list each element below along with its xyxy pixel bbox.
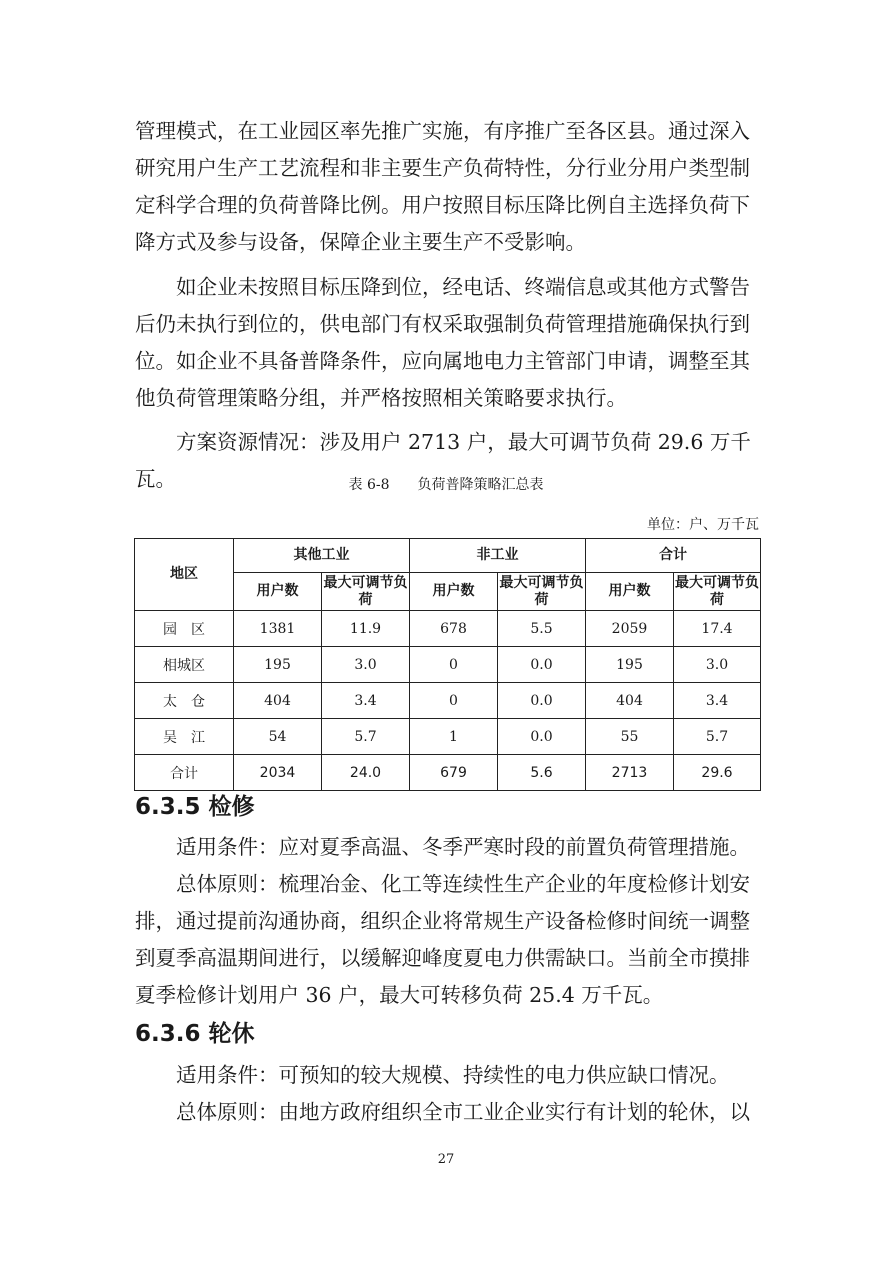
table-cell: 5.5 <box>498 611 586 647</box>
table-cell: 2713 <box>586 755 674 791</box>
table-cell: 404 <box>234 683 322 719</box>
paragraph-maintenance-principles: 总体原则：梳理冶金、化工等连续性生产企业的年度检修计划安排，通过提前沟通协商，组织企业将常规生产设备检修时间统一调整到夏季高温期间进行，以缓解迎峰度夏电力供需缺口。当前全市摸排夏季检修计划用户 36 户，最大可转移负荷 25.4 万千瓦。 <box>135 872 750 1007</box>
table-cell: 5.7 <box>322 719 410 755</box>
table-cell: 0.0 <box>498 719 586 755</box>
region-cell: 相城区 <box>135 647 234 683</box>
table-cell: 3.0 <box>322 647 410 683</box>
table-cell: 0.0 <box>498 647 586 683</box>
group-header-total: 合计 <box>586 539 761 573</box>
subheader-user-count: 用户数 <box>410 573 498 611</box>
paragraph-resources: 方案资源情况：涉及用户 2713 户，最大可调节负荷 29.6 万千瓦。 <box>135 430 751 491</box>
table-cell: 195 <box>234 647 322 683</box>
table-cell: 1 <box>410 719 498 755</box>
table-row <box>135 683 761 719</box>
subheader-user-count: 用户数 <box>234 573 322 611</box>
table-cell: 0 <box>410 647 498 683</box>
table-cell: 3.4 <box>322 683 410 719</box>
group-header-other-industry: 其他工业 <box>234 539 410 573</box>
region-cell: 园 区 <box>135 611 234 647</box>
table-cell: 195 <box>586 647 674 683</box>
table-cell: 3.0 <box>674 647 761 683</box>
region-cell: 吴 江 <box>135 719 234 755</box>
page-number: 27 <box>437 1152 455 1167</box>
table-cell: 29.6 <box>674 755 761 791</box>
table-cell: 2034 <box>234 755 322 791</box>
table-cell: 0.0 <box>498 683 586 719</box>
table-caption: 表 6-8 负荷普降策略汇总表 <box>348 477 544 493</box>
paragraph-rotation-conditions: 适用条件：可预知的较大规模、持续性的电力供应缺口情况。 <box>176 1063 730 1087</box>
table-row <box>135 719 761 755</box>
section-heading-rotation: 6.3.6 轮休 <box>135 1021 255 1047</box>
table-cell: 404 <box>586 683 674 719</box>
table-cell: 54 <box>234 719 322 755</box>
paragraph-enforcement: 如企业未按照目标压降到位，经电话、终端信息或其他方式警告后仍未执行到位的，供电部门有权采取强制负荷管理措施确保执行到位。如企业不具备普降条件，应向属地电力主管部门申请，调整至其他负荷管理策略分组，并严格按照相关策略要求执行。 <box>135 275 750 410</box>
table-cell: 24.0 <box>322 755 410 791</box>
subheader-user-count: 用户数 <box>586 573 674 611</box>
group-header-non-industry: 非工业 <box>410 539 586 573</box>
paragraph-rotation-principles: 总体原则：由地方政府组织全市工业企业实行有计划的轮休，以 <box>176 1100 750 1124</box>
load-reduction-summary-table <box>134 538 761 791</box>
table-cell: 55 <box>586 719 674 755</box>
paragraph-intro: 管理模式，在工业园区率先推广实施，有序推广至各区县。通过深入研究用户生产工艺流程和非主要生产负荷特性，分行业分用户类型制定科学合理的负荷普降比例。用户按照目标压降比例自主选择负荷下降方式及参与设备，保障企业主要生产不受影响。 <box>135 119 750 254</box>
total-label: 合计 <box>135 755 234 791</box>
table-cell: 679 <box>410 755 498 791</box>
table-cell: 5.7 <box>674 719 761 755</box>
table-header-row <box>135 539 761 573</box>
table-row <box>135 647 761 683</box>
table-unit: 单位：户、万千瓦 <box>647 517 759 533</box>
subheader-max-load: 最大可调节负荷 <box>322 573 410 611</box>
region-cell: 太 仓 <box>135 683 234 719</box>
table-cell: 1381 <box>234 611 322 647</box>
table-cell: 678 <box>410 611 498 647</box>
section-heading-maintenance: 6.3.5 检修 <box>135 794 255 820</box>
table-total-row <box>135 755 761 791</box>
table-cell: 5.6 <box>498 755 586 791</box>
region-header: 地区 <box>135 539 234 611</box>
subheader-max-load: 最大可调节负荷 <box>498 573 586 611</box>
table-cell: 2059 <box>586 611 674 647</box>
table-cell: 17.4 <box>674 611 761 647</box>
table-cell: 3.4 <box>674 683 761 719</box>
paragraph-maintenance-conditions: 适用条件：应对夏季高温、冬季严寒时段的前置负荷管理措施。 <box>176 835 750 859</box>
subheader-max-load: 最大可调节负荷 <box>674 573 761 611</box>
table-row <box>135 611 761 647</box>
table-cell: 0 <box>410 683 498 719</box>
table-cell: 11.9 <box>322 611 410 647</box>
